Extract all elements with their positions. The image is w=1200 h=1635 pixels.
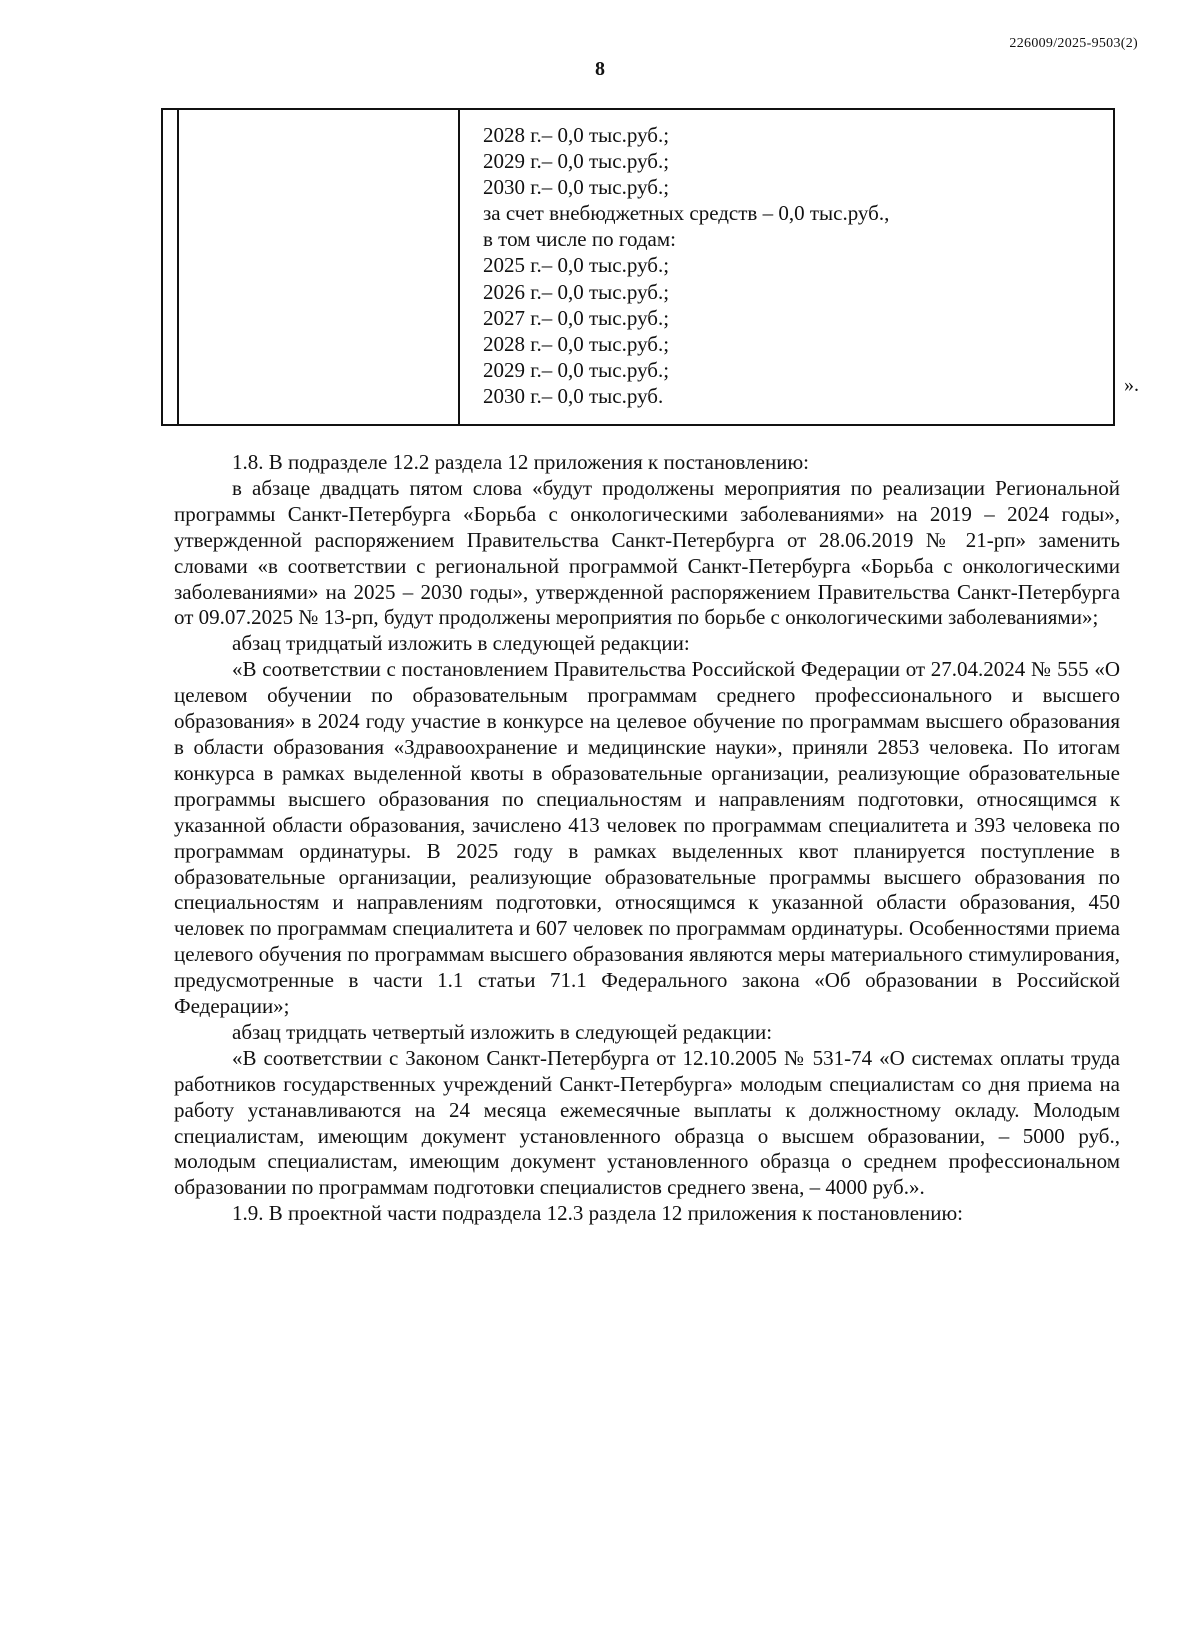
funding-line: 2028 г.– 0,0 тыс.руб.; — [483, 331, 670, 356]
paragraph-amendment-25: в абзаце двадцать пятом слова «будут продолжены мероприятия по реализации Региональной программы Санкт-Петербурга «Борьба с онкологическими заболеваниями» на 2019 – 2024 годы», утвержденной распоряжением Правительства Санкт-Петербурга от 28.06.2019 № 21-рп» заменить словами «в соответствии с региональной программой Санкт-Петербурга «Борьба с онкологическими заболеваниями» на 2025 – 2030 годы», утвержденной распоряжением Правительства Санкт-Петербурга от 09.07.2025 № 13-рп, будут продолжены мероприятия по борьбе с онкологическими заболеваниями»; — [174, 475, 1120, 630]
document-body — [174, 450, 1120, 1227]
funding-line: 2027 г.– 0,0 тыс.руб.; — [483, 305, 670, 330]
paragraph-intro-30: абзац тридцатый изложить в следующей редакции: — [232, 631, 690, 656]
table-column-divider — [177, 110, 179, 424]
table-column-divider — [458, 110, 460, 424]
funding-line: в том числе по годам: — [483, 227, 676, 252]
paragraph-intro-34: абзац тридцать четвертый изложить в следующей редакции: — [232, 1019, 773, 1044]
funding-line: 2030 г.– 0,0 тыс.руб. — [483, 383, 664, 408]
paragraph-text-34: «В соответствии с Законом Санкт-Петербурга от 12.10.2005 № 531-74 «О системах оплаты труда работников государственных учреждений Санкт-Петербурга» молодым специалистам со дня приема на работу устанавливаются на 24 месяца ежемесячные выплаты к должностному окладу. Молодым специалистам, имеющим документ установленного образца о высшем образовании, – 5000 руб., молодым специалистам, имеющим документ установленного образца о среднем профессиональном образовании по программам подготовки специалистов среднего звена, – 4000 руб.». — [174, 1045, 1120, 1200]
document-id: 226009/2025-9503(2) — [1009, 36, 1138, 51]
paragraph-item-1-8: 1.8. В подразделе 12.2 раздела 12 приложения к постановлению: — [232, 450, 809, 474]
page-number: 8 — [595, 58, 605, 80]
funding-line: 2029 г.– 0,0 тыс.руб.; — [483, 149, 670, 174]
table-closing-quote: ». — [1124, 374, 1139, 396]
paragraph-item-1-9: 1.9. В проектной части подраздела 12.3 раздела 12 приложения к постановлению: — [232, 1201, 964, 1226]
funding-line: 2029 г.– 0,0 тыс.руб.; — [483, 357, 670, 382]
funding-line: 2025 г.– 0,0 тыс.руб.; — [483, 253, 670, 278]
funding-line: 2026 г.– 0,0 тыс.руб.; — [483, 279, 670, 304]
funding-line: за счет внебюджетных средств – 0,0 тыс.руб., — [483, 201, 890, 226]
funding-line: 2030 г.– 0,0 тыс.руб.; — [483, 175, 670, 200]
funding-table — [161, 108, 1115, 426]
paragraph-text-30: «В соответствии с постановлением Правительства Российской Федерации от 27.04.2024 № 555 «О целевом обучении по образовательным программам среднего профессионального и высшего образования» в 2024 году участие в конкурсе на целевое обучение по программам высшего образования в области образования «Здравоохранение и медицинские науки», приняли 2853 человека. По итогам конкурса в рамках выделенной квоты в образовательные организации, реализующие образовательные программы высшего образования по специальностям и направлениям подготовки, относящимся к указанной области образования, зачислено 413 человек по программам специалитета и 393 человека по программам ординатуры. В 2025 году в рамках выделенных квот планируется поступление в образовательные организации, реализующие образовательные программы высшего образования по специальностям и направлениям подготовки, относящимся к указанной области образования, 450 человек по программам специалитета и 607 человек по программам ординатуры. Особенностями приема целевого обучения по программам высшего образования являются меры материального стимулирования, предусмотренные в части 1.1 статьи 71.1 Федерального закона «Об образовании в Российской Федерации»; — [174, 657, 1120, 1019]
table-funding-cell — [483, 122, 1107, 409]
funding-line: 2028 г.– 0,0 тыс.руб.; — [483, 123, 670, 147]
